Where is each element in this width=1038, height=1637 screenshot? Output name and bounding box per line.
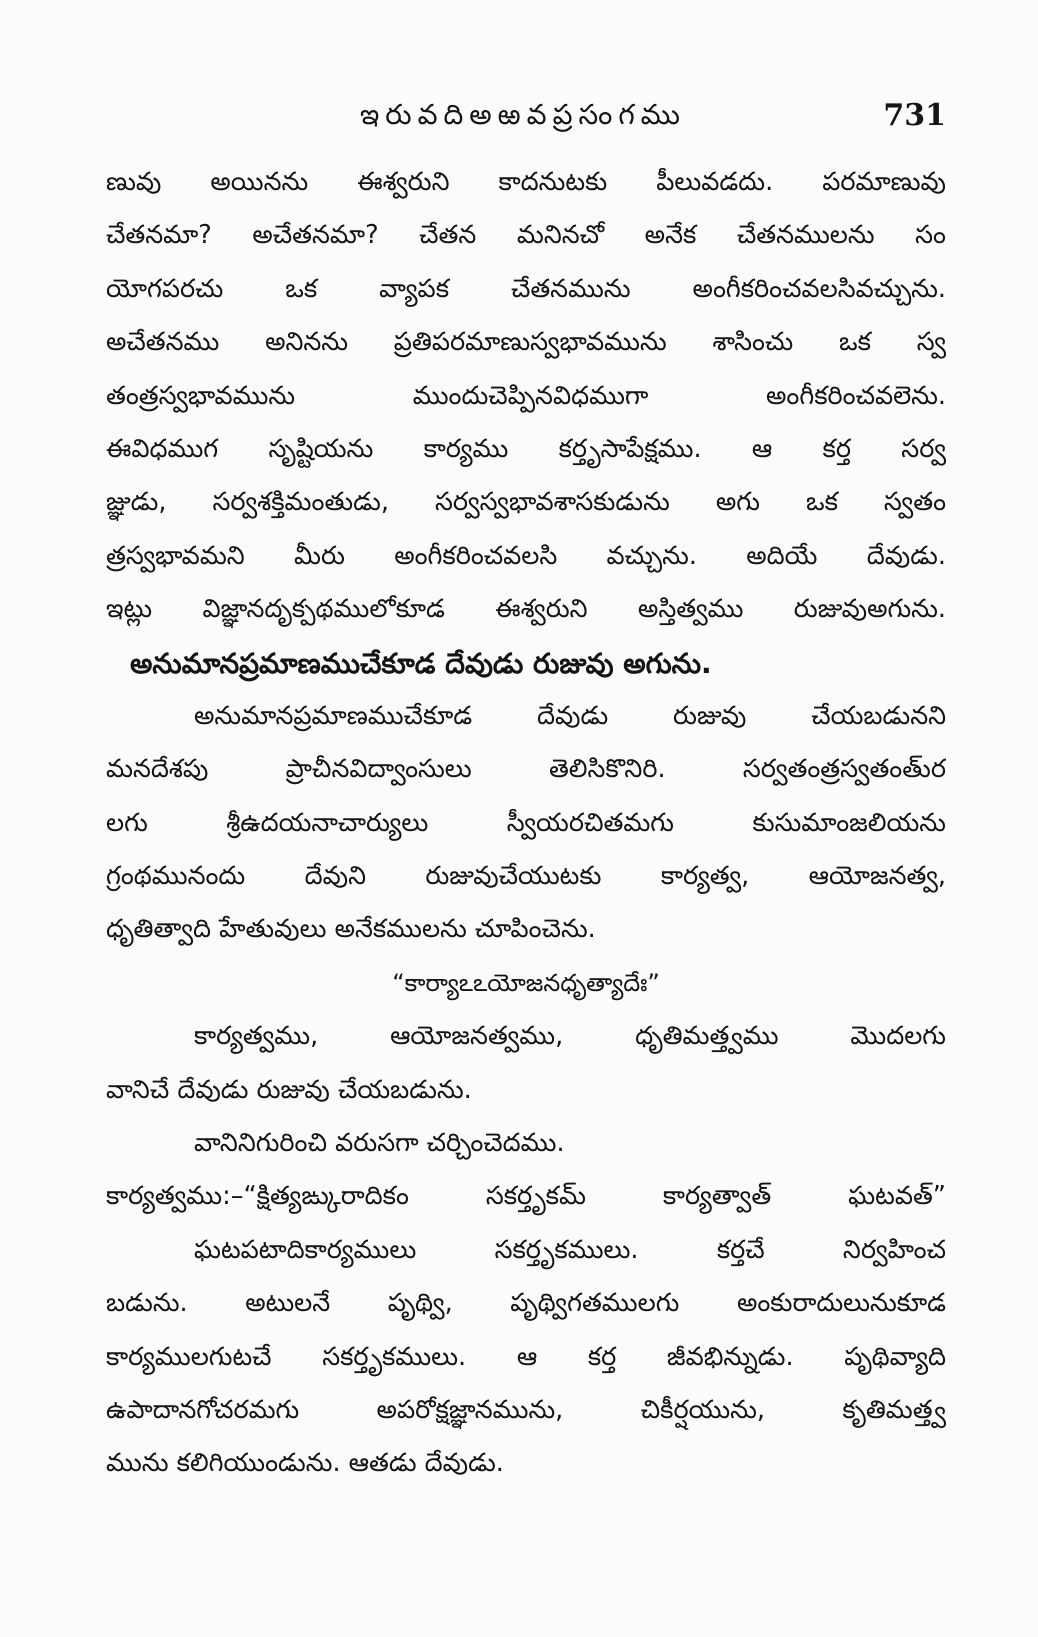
text-line: జ్ఞుడు, సర్వశక్తిమంతుడు, సర్వస్వభావశాసకుడును అగు ఒక స్వతం [106,487,946,518]
text-line: అచేతనము అనినను ప్రతిపరమాణుస్వభావమును శాసించు ఒక స్వ [106,327,946,358]
text-line: ణువు అయినను ఈశ్వరుని కాదనుటకు పీలువడదు. పరమాణువు [106,167,946,197]
text-line: యోగపరచు ఒక వ్యాపక చేతనమును అంగీకరించవలసివచ్చును. [106,273,946,304]
text-line: కార్యత్వము, ఆయోజనత్వము, ధృతిమత్త్వము మొదలగు [194,1021,946,1052]
section-heading: అనుమానప్రమాణముచేకూడ దేవుడు రుజువు అగును. [130,646,712,680]
text-line: వానిచే దేవుడు రుజువు చేయబడును. [106,1074,472,1105]
text-line: తంత్రస్వభావమును ముందుచెప్పినవిధముగా అంగీకరించవలెను. [106,380,946,411]
text-line: ఘటపటాదికార్యములు సకర్తృకములు. కర్తచే నిర్వహించ [194,1234,946,1265]
text-line: కార్యత్వము:–“క్షిత్యఙ్కురాదికం సకర్తృకమ్ కార్యత్వాత్ ఘటవత్” [106,1181,946,1212]
text-line: ఇట్లు విజ్ఞానదృక్పథములోకూడ ఈశ్వరుని అస్తిత్వము రుజువుఅగును. [106,594,946,625]
text-line: ఈవిధముగ సృష్టియను కార్యము కర్తృసాపేక్షము. ఆ కర్త సర్వ [106,433,946,464]
text-line: బడును. అటులనే పృథ్వి, పృథ్విగతములగు అంకురాదులునుకూడ [106,1288,946,1319]
text-line: కార్యములగుటచే సకర్తృకములు. ఆ కర్త జీవభిన్నుడు. పృథివ్యాది [106,1341,946,1372]
text-line: చేతనమా? అచేతనమా? చేతన మనినచో అనేక చేతనములను సం [106,220,946,251]
text-line: అనుమానప్రమాణముచేకూడ దేవుడు రుజువు చేయబడునని [194,700,946,731]
text-line: మును కలిగియుండును. ఆతడు దేవుడు. [106,1448,504,1479]
text-line: త్రస్వభావమని మీరు అంగీకరించవలసి వచ్చును. అదియే దేవుడు. [106,540,946,571]
text-line: ధృతిత్వాది హేతువులు అనేకములను చూపించెను. [106,914,596,945]
text-line: లగు శ్రీఉదయనాచార్యులు స్వీయరచితమగు కుసుమాంజలియను [106,807,946,838]
running-header [100,98,946,138]
page-body [106,156,946,1491]
page-number: 731 [883,98,946,133]
text-line: ఉపాదానగోచరమగు అపరోక్షజ్ఞానమును, చికీర్షయును, కృతిమత్త్వ [106,1394,946,1425]
sanskrit-quote: “కార్యాఽఽయోజనధృత్యాదేః” [392,968,660,997]
text-line: గ్రంథమునందు దేవుని రుజువుచేయుటకు కార్యత్వ, ఆయోజనత్వ, [106,861,946,892]
text-line: మనదేశపు ప్రాచీనవిద్వాంసులు తెలిసికొనిరి. సర్వతంత్రస్వతంతు్ర [106,754,946,785]
chapter-title: ఇరువదిఅఱవప్రసంగము [360,98,686,131]
text-line: వానినిగురించి వరుసగా చర్చించెదము. [194,1128,565,1159]
